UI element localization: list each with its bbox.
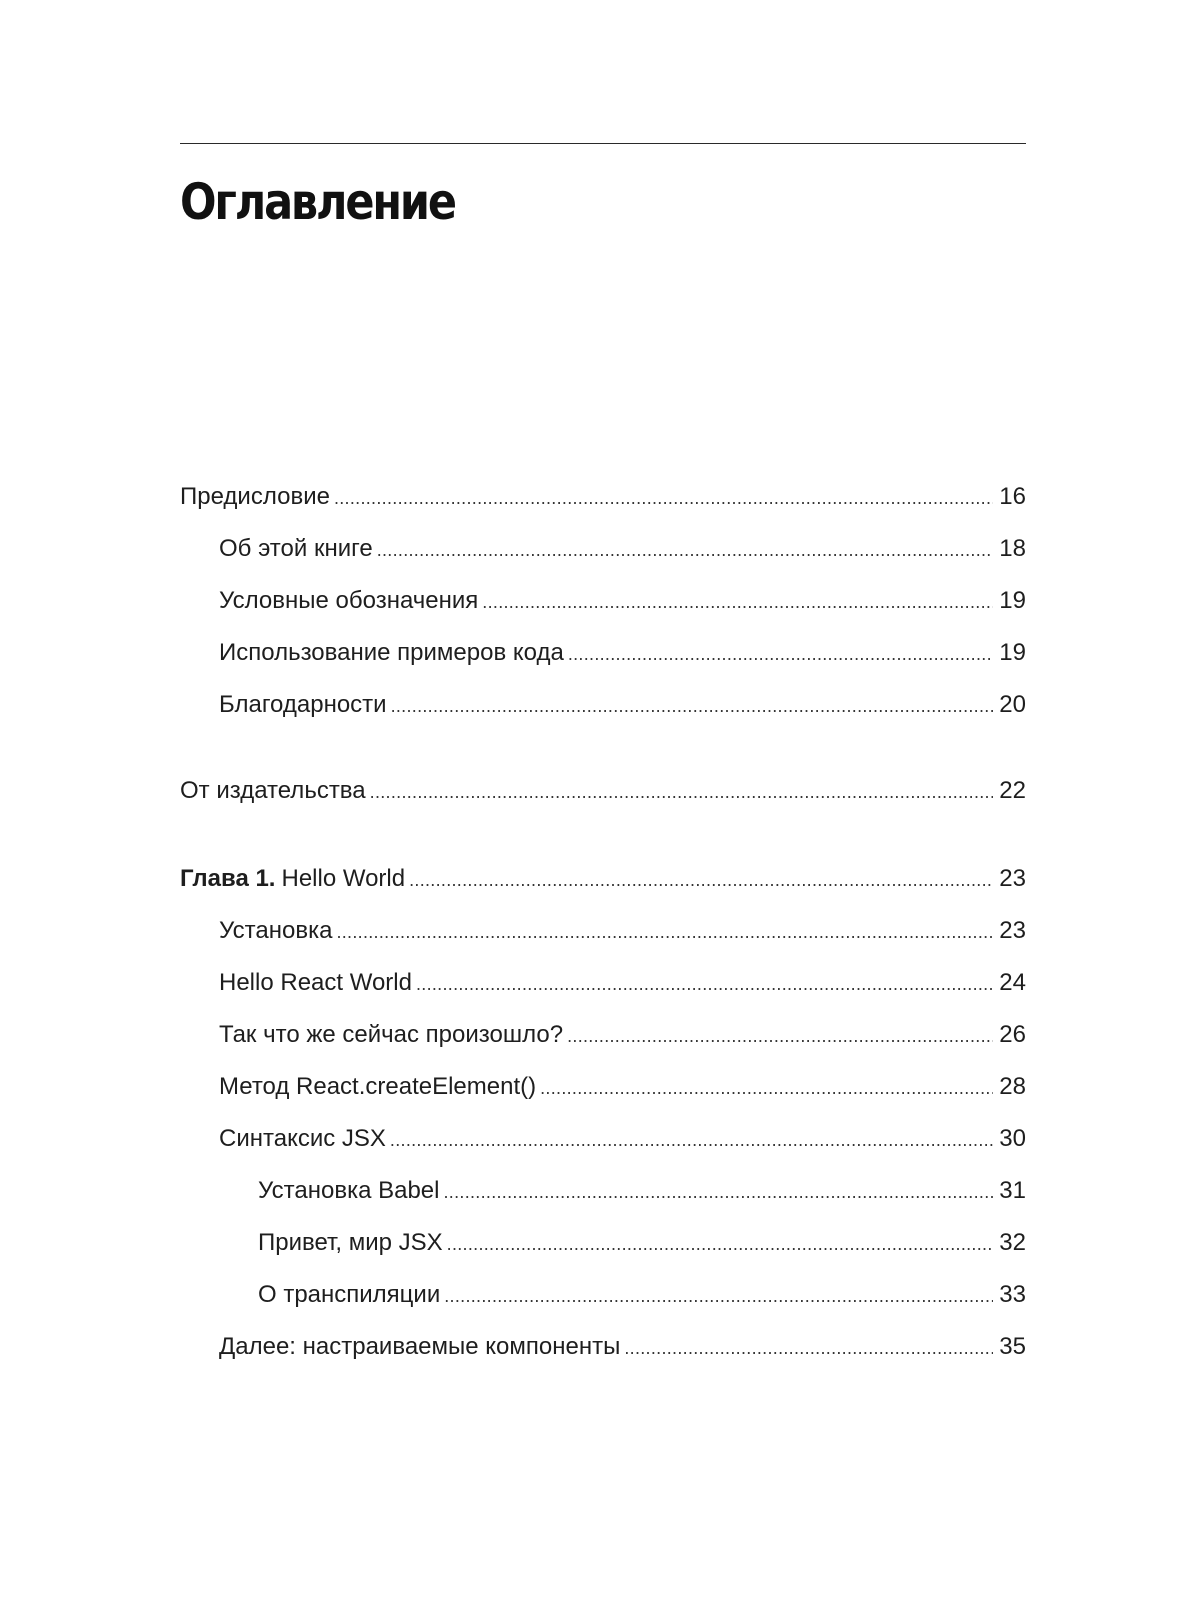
toc-page-number: 30 [999,1125,1026,1152]
toc-entry-text: Привет, мир JSX [258,1229,443,1256]
chapter-label: Глава 1. [180,865,276,892]
toc-entry-title [219,1331,620,1363]
toc-page-number: 32 [999,1229,1026,1256]
dot-leader [377,534,994,566]
dot-leader [336,916,993,948]
toc-entry [219,915,1026,947]
dot-leader [624,1332,993,1364]
dot-leader [370,776,994,808]
toc-entry-title [219,967,412,999]
toc-entry [219,533,1026,565]
toc-page-number: 20 [999,691,1026,718]
toc-entry [180,481,1026,513]
toc-entry [219,967,1026,999]
toc-entry [258,1227,1026,1259]
toc-entry [258,1279,1026,1311]
toc-entry-text: Так что же сейчас произошло? [219,1021,564,1048]
toc-page-number: 19 [999,639,1026,666]
toc-page-number: 24 [999,969,1026,996]
toc-entry-title [219,1019,563,1051]
toc-entry-text: Условные обозначения [219,587,479,614]
toc-entry-text: Hello World [281,865,406,892]
toc-entry [180,775,1026,807]
toc-entry-title [219,637,564,669]
toc-entry-text: Установка [219,917,333,944]
toc-entry-title [180,863,405,895]
toc-entry-title [258,1175,440,1207]
toc-page-number: 22 [999,777,1026,804]
page-title: Оглавление [180,173,455,231]
toc-entry-title [180,775,366,807]
toc-page-number: 23 [999,917,1026,944]
toc-entry [258,1175,1026,1207]
toc-entry-title [219,915,332,947]
toc-entry-text: Об этой книге [219,535,373,562]
toc-page-number: 23 [999,865,1026,892]
dot-leader [447,1228,994,1260]
toc-entry [219,637,1026,669]
toc-entry-title [219,533,373,565]
toc-entry [180,863,1026,895]
toc-entry [219,1331,1026,1363]
toc-entry [219,585,1026,617]
toc-page-number: 26 [999,1021,1026,1048]
dot-leader [416,968,993,1000]
dot-leader [482,586,993,618]
toc-entry-title [219,689,387,721]
toc-entry-title [180,481,330,513]
dot-leader [334,482,993,514]
toc-entry-text: О транспиляции [258,1281,441,1308]
toc-entry [219,1123,1026,1155]
toc-entry [219,1071,1026,1103]
toc-entry [219,1019,1026,1051]
toc-page-number: 28 [999,1073,1026,1100]
dot-leader [568,638,993,670]
toc-entry-text: Благодарности [219,691,387,718]
toc-entry-text: Метод React.createElement() [219,1073,537,1100]
dot-leader [567,1020,993,1052]
toc-entry-title [219,1123,386,1155]
dot-leader [391,690,994,722]
toc-page-number: 31 [999,1177,1026,1204]
toc-entry-text: Предисловие [180,483,330,510]
toc-entry-text: Hello React World [219,969,412,996]
toc-page-number: 35 [999,1333,1026,1360]
dot-leader [444,1176,994,1208]
toc-entry-text: Далее: настраиваемые компоненты [219,1333,621,1360]
toc-page-number: 16 [999,483,1026,510]
toc-entry-title [258,1279,440,1311]
toc-page-number: 18 [999,535,1026,562]
top-divider [180,143,1026,144]
toc-entry-title [258,1227,443,1259]
toc-entry-title [219,1071,536,1103]
dot-leader [444,1280,993,1312]
dot-leader [540,1072,993,1104]
toc-entry-text: От издательства [180,777,366,804]
toc-page-number: 19 [999,587,1026,614]
toc-page-number: 33 [999,1281,1026,1308]
toc-entry-text: Использование примеров кода [219,639,564,666]
toc-entry-text: Установка Babel [258,1177,440,1204]
dot-leader [390,1124,993,1156]
toc-entry-title [219,585,478,617]
toc-entry-text: Синтаксис JSX [219,1125,386,1152]
dot-leader [409,864,993,896]
toc-entry [219,689,1026,721]
